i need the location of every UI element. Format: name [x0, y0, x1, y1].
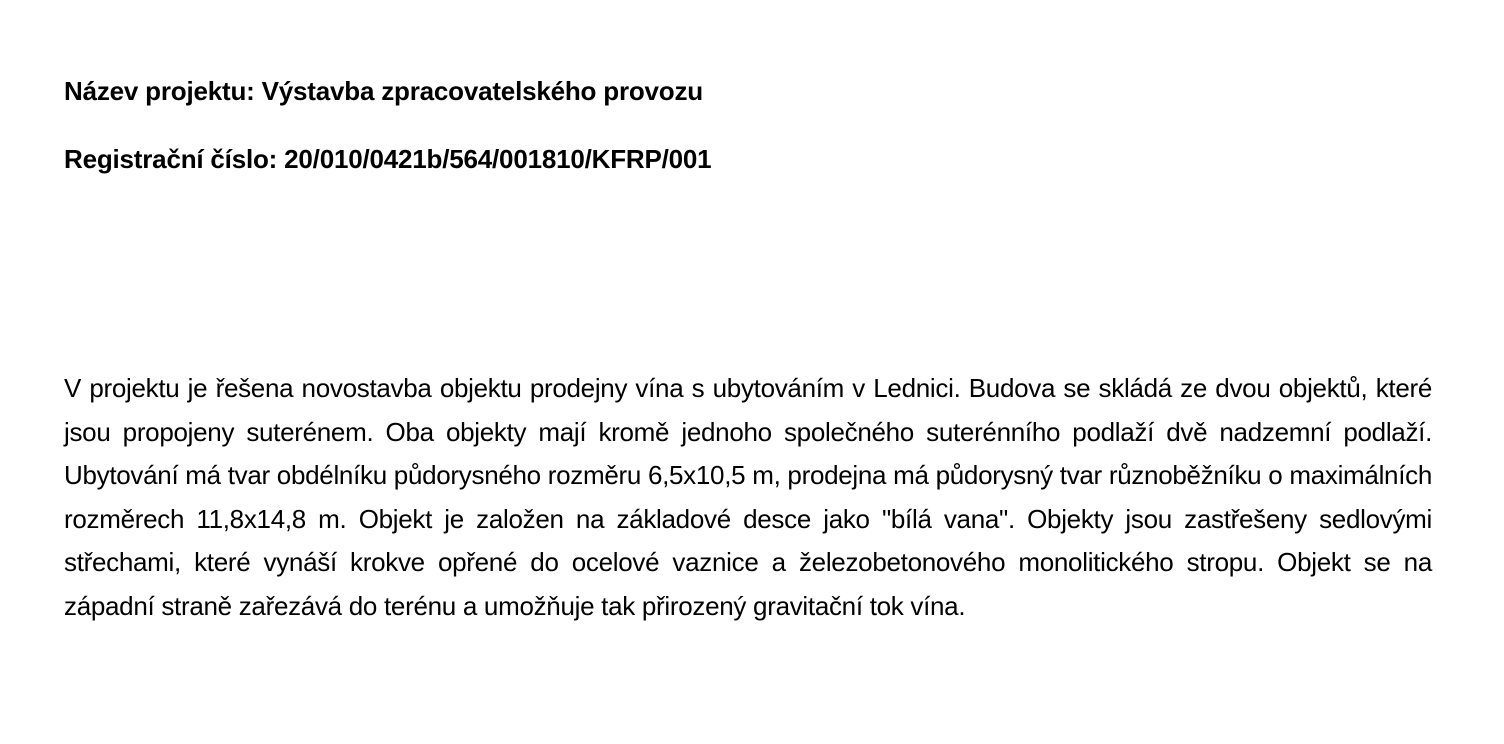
project-name-heading: Název projektu: Výstavba zpracovatelského provozu: [64, 76, 703, 106]
project-description-paragraph: V projektu je řešena novostavba objektu prodejny vína s ubytováním v Lednici. Budova se skládá ze dvou objektů, které jsou propojeny suterénem. Oba objekty mají kromě jednoho společného suterénního podlaží dvě nadzemní podlaží. Ubytování má tvar obdélníku půdorysného rozměru 6,5x10,5 m, prodejna má půdorysný tvar různoběžníku o maximálních rozměrech 11,8x14,8 m. Objekt je založen na základové desce jako "bílá vana". Objekty jsou zastřešeny sedlovými střechami, které vynáší krokve opřené do ocelové vaznice a železobetonového monolitického stropu. Objekt se na západní straně zařezává do terénu a umožňuje tak přirozený gravitační tok vína.: [64, 373, 1432, 621]
registration-number-heading: Registrační číslo: 20/010/0421b/564/001810/KFRP/001: [64, 144, 712, 174]
